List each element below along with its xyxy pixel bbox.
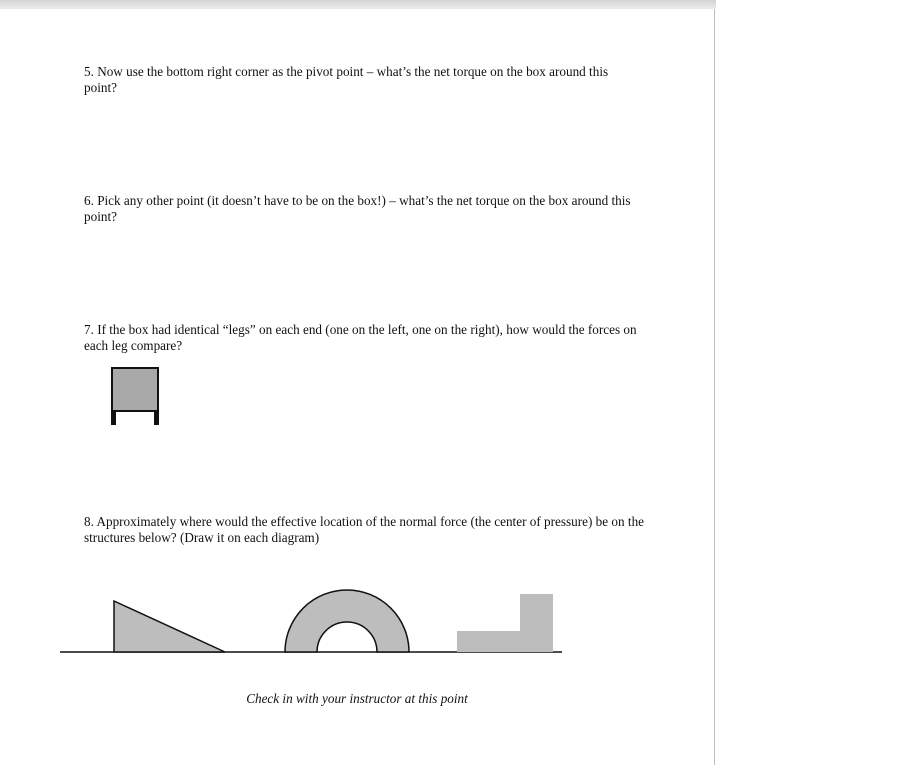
figures-canvas [0, 9, 714, 765]
box-with-legs-figure [111, 368, 159, 425]
right-leg [154, 410, 159, 425]
triangle-structure [114, 601, 225, 652]
question-7: 7. If the box had identical “legs” on each end (one on the left, one on the right), how would the forces on each leg compare? [84, 322, 637, 353]
l-shaped-structure [457, 594, 553, 652]
document-page [0, 9, 715, 765]
viewer-top-shadow [0, 0, 716, 9]
arch-structure [285, 590, 409, 652]
checkin-note: Check in with your instructor at this point [246, 691, 468, 706]
question-8: 8. Approximately where would the effective location of the normal force (the center of pressure) be on the structures below? (Draw it on each diagram) [84, 514, 645, 545]
question-5: 5. Now use the bottom right corner as the pivot point – what’s the net torque on the box around this point? [84, 64, 609, 95]
question-6: 6. Pick any other point (it doesn’t have to be on the box!) – what’s the net torque on the box around this point? [84, 193, 631, 224]
box-body [112, 368, 158, 411]
left-leg [111, 410, 116, 425]
l-column [520, 594, 553, 652]
